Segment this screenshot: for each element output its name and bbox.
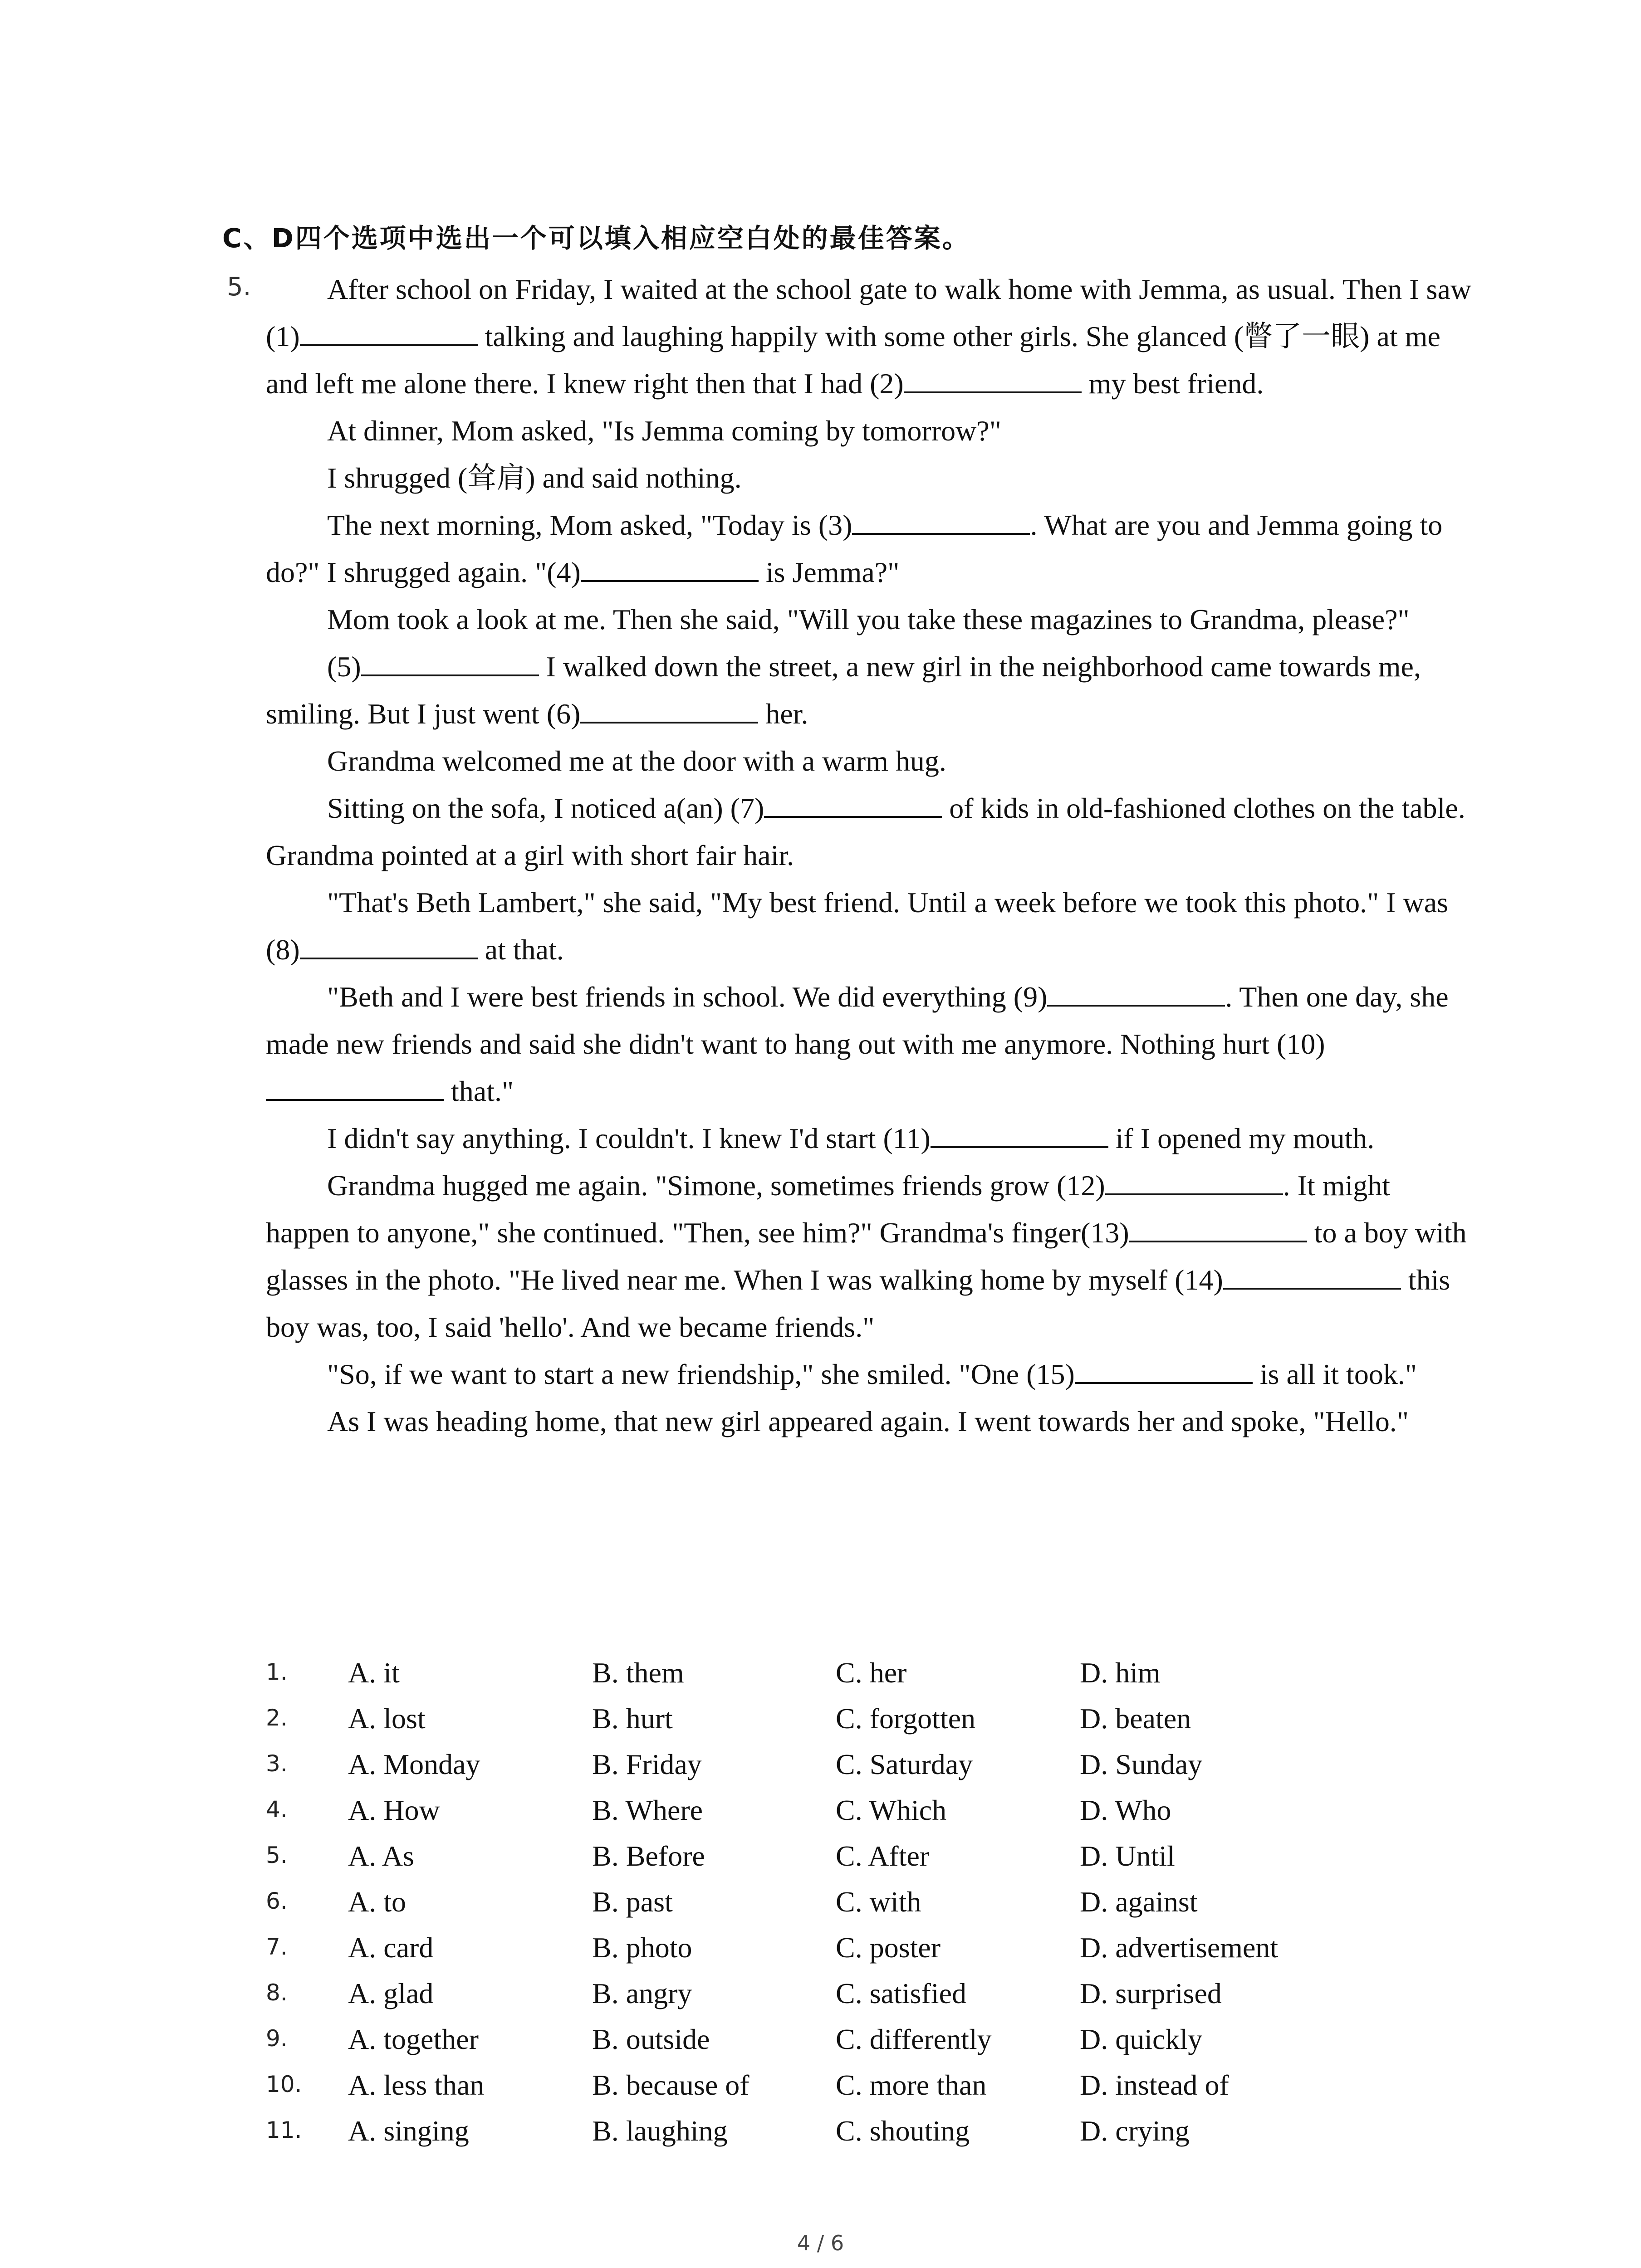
answer-blank	[1223, 1261, 1401, 1290]
passage-paragraph	[266, 879, 1473, 973]
passage-text: Grandma welcomed me at the door with a warm hug.	[327, 745, 946, 777]
option-b: B. hurt	[592, 1702, 673, 1735]
option-c: C. with	[836, 1886, 921, 1918]
option-row	[0, 1702, 1641, 1747]
option-a: A. How	[348, 1794, 440, 1826]
passage-paragraph	[266, 266, 1473, 407]
passage-text: of kids in old-fashioned clothes on the table. Grandma pointed at a girl with short fair hair.	[266, 792, 1465, 871]
option-a: A. glad	[348, 1977, 434, 2009]
option-c: C. After	[836, 1840, 930, 1872]
option-b: B. because of	[592, 2069, 749, 2101]
option-row	[0, 1748, 1641, 1793]
passage-text: At dinner, Mom asked, "Is Jemma coming by tomorrow?"	[327, 415, 1001, 447]
option-b: B. laughing	[592, 2115, 728, 2147]
answer-blank	[764, 790, 942, 818]
option-c: C. forgotten	[836, 1702, 976, 1735]
answer-blank	[1105, 1167, 1283, 1195]
passage-text: Sitting on the sofa, I noticed a(an) (7)	[327, 792, 764, 824]
answer-blank	[361, 648, 539, 676]
option-row	[0, 1794, 1641, 1839]
option-row	[0, 1656, 1641, 1701]
passage-paragraph	[266, 1162, 1473, 1351]
passage-text: I didn't say anything. I couldn't. I knew I'd start (11)	[327, 1122, 931, 1154]
option-d: D. surprised	[1080, 1977, 1222, 2009]
option-b: B. photo	[592, 1931, 692, 1964]
option-row	[0, 2068, 1641, 2114]
option-a: A. card	[348, 1931, 434, 1964]
option-a: A. it	[348, 1657, 400, 1689]
option-a: A. to	[348, 1886, 406, 1918]
option-a: A. Monday	[348, 1748, 480, 1780]
option-d: D. beaten	[1080, 1702, 1191, 1735]
option-b: B. Before	[592, 1840, 705, 1872]
passage-paragraph	[266, 973, 1473, 1115]
option-row	[0, 1977, 1641, 2022]
option-a: A. singing	[348, 2115, 469, 2147]
option-c: C. differently	[836, 2023, 992, 2055]
option-number: 2.	[266, 1705, 288, 1731]
option-a: A. together	[348, 2023, 479, 2055]
answer-blank	[931, 1120, 1108, 1148]
answer-blank	[1129, 1214, 1307, 1242]
option-number: 6.	[266, 1888, 288, 1914]
option-row	[0, 2114, 1641, 2160]
answer-blank	[266, 1073, 444, 1101]
passage-paragraph	[266, 1398, 1473, 1445]
passage-text: . What are you and Jemma going to do?" I shrugged again. "(4)	[266, 509, 1443, 588]
option-d: D. quickly	[1080, 2023, 1203, 2055]
passage-paragraph	[266, 502, 1473, 596]
option-d: D. advertisement	[1080, 1931, 1279, 1964]
passage-text: to a boy with glasses in the photo. "He lived near me. When I was walking home by myself (14)	[266, 1217, 1467, 1296]
passage-text: talking and laughing happily with some other girls. She glanced (瞥了一眼) at me and left me alone there. I knew right then that I had (2)	[266, 320, 1440, 400]
option-c: C. poster	[836, 1931, 941, 1964]
option-d: D. him	[1080, 1657, 1161, 1689]
passage-text: my best friend.	[1081, 367, 1264, 400]
passage-paragraph	[266, 455, 1473, 502]
answer-blank	[852, 507, 1030, 535]
answer-blank	[581, 554, 759, 582]
passage-text: if I opened my mouth.	[1108, 1122, 1375, 1154]
passage-paragraph	[266, 738, 1473, 785]
passage-paragraph	[266, 407, 1473, 455]
option-c: C. shouting	[836, 2115, 970, 2147]
passage-text: I shrugged (耸肩) and said nothing.	[327, 462, 742, 494]
passage-text: (5)	[327, 650, 361, 683]
option-c: C. satisfied	[836, 1977, 966, 2009]
option-a: A. lost	[348, 1702, 426, 1735]
page-number: 4 / 6	[797, 2231, 844, 2255]
option-d: D. Who	[1080, 1794, 1171, 1826]
option-a: A. less than	[348, 2069, 485, 2101]
option-c: C. more than	[836, 2069, 987, 2101]
option-b: B. them	[592, 1657, 684, 1689]
option-number: 11.	[266, 2117, 302, 2143]
passage-text: at that.	[477, 934, 564, 966]
option-a: A. As	[348, 1840, 414, 1872]
option-b: B. Where	[592, 1794, 703, 1826]
passage-text: Grandma hugged me again. "Simone, sometimes friends grow (12)	[327, 1169, 1105, 1202]
answer-blank	[300, 931, 478, 959]
option-number: 7.	[266, 1934, 288, 1960]
passage-text: "Beth and I were best friends in school. We did everything (9)	[327, 981, 1048, 1013]
option-d: D. crying	[1080, 2115, 1190, 2147]
passage-text: that."	[444, 1075, 514, 1107]
passage-paragraph	[266, 1351, 1473, 1398]
option-c: C. Which	[836, 1794, 947, 1826]
passage-text: I walked down the street, a new girl in the neighborhood came towards me, smiling. But I just went (6)	[266, 650, 1421, 730]
option-c: C. Saturday	[836, 1748, 973, 1780]
passage-paragraph	[266, 643, 1473, 738]
answer-blank	[1047, 978, 1225, 1007]
passage-text: is Jemma?"	[758, 556, 900, 588]
passage-text: "That's Beth Lambert," she said, "My best friend. Until a week before we took this photo." I was (8)	[266, 886, 1449, 966]
passage-paragraph	[266, 596, 1473, 643]
option-row	[0, 1839, 1641, 1885]
option-number: 4.	[266, 1796, 288, 1823]
option-d: D. instead of	[1080, 2069, 1229, 2101]
cloze-passage	[266, 266, 1473, 1445]
passage-text: After school on Friday, I waited at the school gate to walk home with Jemma, as usual. Then I saw (1)	[266, 273, 1472, 352]
option-d: D. Sunday	[1080, 1748, 1203, 1780]
option-number: 10.	[266, 2071, 302, 2097]
answer-blank	[580, 695, 758, 723]
passage-text: . Then one day, she made new friends and said she didn't want to hang out with me anymore. Nothing hurt (10)	[266, 981, 1449, 1060]
option-d: D. Until	[1080, 1840, 1175, 1872]
passage-text: Mom took a look at me. Then she said, "Will you take these magazines to Grandma, please?"	[327, 603, 1410, 635]
passage-text: this boy was, too, I said 'hello'. And we became friends."	[266, 1264, 1450, 1343]
answer-blank	[904, 365, 1082, 393]
option-row	[0, 1931, 1641, 1976]
passage-text: her.	[758, 698, 808, 730]
passage-text: is all it took."	[1252, 1358, 1417, 1390]
passage-text: . It might happen to anyone," she continued. "Then, see him?" Grandma's finger(13)	[266, 1169, 1391, 1249]
option-b: B. past	[592, 1886, 673, 1918]
option-number: 9.	[266, 2025, 288, 2052]
option-b: B. Friday	[592, 1748, 702, 1780]
passage-text: As I was heading home, that new girl appeared again. I went towards her and spoke, "Hello."	[327, 1405, 1409, 1437]
passage-text: "So, if we want to start a new friendship," she smiled. "One (15)	[327, 1358, 1075, 1390]
option-number: 8.	[266, 1980, 288, 2006]
option-b: B. angry	[592, 1977, 692, 2009]
passage-paragraph	[266, 1115, 1473, 1162]
option-number: 3.	[266, 1750, 288, 1777]
passage-text: The next morning, Mom asked, "Today is (3)	[327, 509, 852, 541]
answer-blank	[1075, 1356, 1253, 1384]
option-number: 1.	[266, 1659, 288, 1685]
section-instruction: C、D四个选项中选出一个可以填入相应空白处的最佳答案。	[222, 223, 970, 254]
option-d: D. against	[1080, 1886, 1198, 1918]
answer-blank	[300, 318, 478, 346]
passage-paragraph	[266, 785, 1473, 879]
option-row	[0, 2023, 1641, 2068]
option-number: 5.	[266, 1842, 288, 1868]
question-number: 5.	[227, 272, 251, 302]
option-b: B. outside	[592, 2023, 710, 2055]
option-row	[0, 1885, 1641, 1931]
option-c: C. her	[836, 1657, 907, 1689]
